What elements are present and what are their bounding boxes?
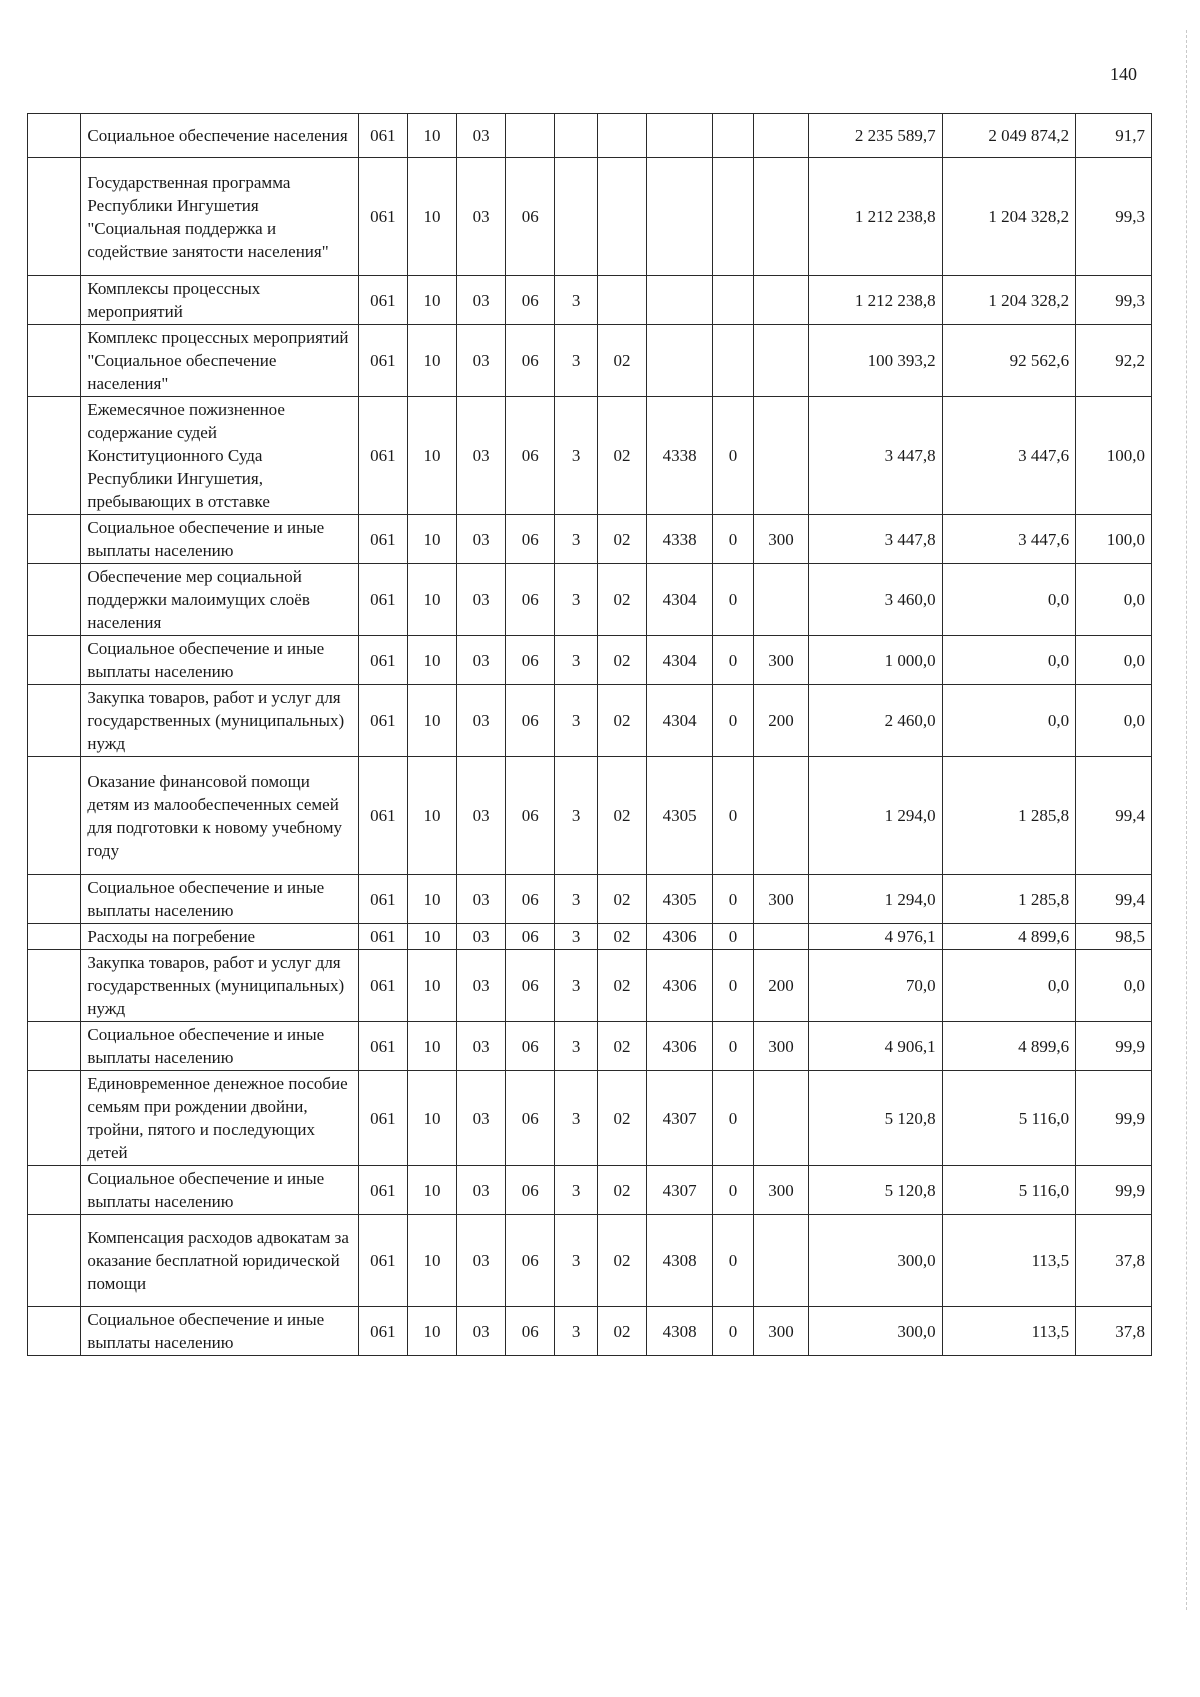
row-code-cell: 02 xyxy=(597,1166,646,1215)
row-code-cell: 0 xyxy=(713,950,754,1022)
row-code-cell: 10 xyxy=(407,950,456,1022)
row-code-cell: 06 xyxy=(506,1071,555,1166)
row-code-cell: 10 xyxy=(407,1307,456,1356)
row-blank-cell xyxy=(28,924,81,950)
row-code-cell xyxy=(753,924,809,950)
row-plan-cell: 2 235 589,7 xyxy=(809,114,942,158)
row-name-cell: Расходы на погребение xyxy=(81,924,359,950)
row-code-cell: 300 xyxy=(753,515,809,564)
row-code-cell: 4307 xyxy=(647,1166,713,1215)
row-plan-cell: 2 460,0 xyxy=(809,685,942,757)
row-name-cell: Социальное обеспечение населения xyxy=(81,114,359,158)
table-row xyxy=(28,685,1152,757)
row-fact-cell: 1 285,8 xyxy=(942,875,1075,924)
row-code-cell: 0 xyxy=(713,1307,754,1356)
row-code-cell: 02 xyxy=(597,1071,646,1166)
row-code-cell: 03 xyxy=(457,397,506,515)
row-code-cell: 0 xyxy=(713,1022,754,1071)
row-code-cell: 0 xyxy=(713,685,754,757)
row-code-cell: 3 xyxy=(555,1215,598,1307)
row-blank-cell xyxy=(28,1022,81,1071)
row-code-cell: 0 xyxy=(713,397,754,515)
table-row xyxy=(28,158,1152,276)
row-code-cell: 061 xyxy=(358,1071,407,1166)
row-blank-cell xyxy=(28,1166,81,1215)
row-name-cell: Единовременное денежное пособие семьям при рождении двойни, тройни, пятого и последующих детей xyxy=(81,1071,359,1166)
table-row xyxy=(28,1166,1152,1215)
row-plan-cell: 1 212 238,8 xyxy=(809,276,942,325)
row-fact-cell: 92 562,6 xyxy=(942,325,1075,397)
row-code-cell: 03 xyxy=(457,924,506,950)
row-code-cell: 03 xyxy=(457,276,506,325)
row-plan-cell: 3 447,8 xyxy=(809,515,942,564)
row-code-cell: 061 xyxy=(358,276,407,325)
row-code-cell: 06 xyxy=(506,564,555,636)
row-plan-cell: 1 212 238,8 xyxy=(809,158,942,276)
row-code-cell: 10 xyxy=(407,1022,456,1071)
row-code-cell xyxy=(753,397,809,515)
row-blank-cell xyxy=(28,276,81,325)
row-plan-cell: 5 120,8 xyxy=(809,1071,942,1166)
row-name-cell: Государственная программа Республики Ингушетия "Социальная поддержка и содействие занятости населения" xyxy=(81,158,359,276)
row-fact-cell: 3 447,6 xyxy=(942,397,1075,515)
row-percent-cell: 99,9 xyxy=(1076,1022,1152,1071)
row-code-cell: 0 xyxy=(713,564,754,636)
row-code-cell xyxy=(555,158,598,276)
scan-edge-line xyxy=(1186,30,1187,1610)
row-blank-cell xyxy=(28,564,81,636)
row-code-cell: 06 xyxy=(506,1307,555,1356)
row-code-cell: 06 xyxy=(506,325,555,397)
row-code-cell: 06 xyxy=(506,158,555,276)
table-row xyxy=(28,564,1152,636)
row-percent-cell: 100,0 xyxy=(1076,397,1152,515)
row-fact-cell: 113,5 xyxy=(942,1307,1075,1356)
row-fact-cell: 1 285,8 xyxy=(942,757,1075,875)
table-row xyxy=(28,1071,1152,1166)
row-code-cell: 06 xyxy=(506,1215,555,1307)
row-code-cell: 300 xyxy=(753,1022,809,1071)
row-code-cell: 06 xyxy=(506,875,555,924)
row-code-cell: 3 xyxy=(555,515,598,564)
row-fact-cell: 0,0 xyxy=(942,636,1075,685)
row-name-cell: Социальное обеспечение и иные выплаты населению xyxy=(81,1307,359,1356)
row-code-cell: 4304 xyxy=(647,685,713,757)
row-percent-cell: 99,9 xyxy=(1076,1166,1152,1215)
row-code-cell xyxy=(753,276,809,325)
row-percent-cell: 99,4 xyxy=(1076,875,1152,924)
row-code-cell: 3 xyxy=(555,1071,598,1166)
row-code-cell: 061 xyxy=(358,685,407,757)
page-number: 140 xyxy=(1110,64,1137,84)
row-plan-cell: 3 460,0 xyxy=(809,564,942,636)
row-code-cell: 02 xyxy=(597,875,646,924)
row-code-cell: 200 xyxy=(753,950,809,1022)
budget-table xyxy=(27,113,1152,1356)
row-code-cell: 300 xyxy=(753,1166,809,1215)
row-code-cell: 02 xyxy=(597,1022,646,1071)
row-code-cell: 02 xyxy=(597,564,646,636)
row-code-cell: 10 xyxy=(407,564,456,636)
row-percent-cell: 0,0 xyxy=(1076,636,1152,685)
row-code-cell: 10 xyxy=(407,397,456,515)
row-code-cell: 03 xyxy=(457,1307,506,1356)
row-code-cell: 061 xyxy=(358,950,407,1022)
row-code-cell: 03 xyxy=(457,636,506,685)
row-code-cell: 03 xyxy=(457,564,506,636)
row-code-cell: 10 xyxy=(407,325,456,397)
row-code-cell: 06 xyxy=(506,685,555,757)
row-code-cell: 02 xyxy=(597,325,646,397)
row-plan-cell: 300,0 xyxy=(809,1307,942,1356)
row-plan-cell: 300,0 xyxy=(809,1215,942,1307)
row-code-cell: 06 xyxy=(506,950,555,1022)
row-name-cell: Социальное обеспечение и иные выплаты населению xyxy=(81,515,359,564)
row-code-cell xyxy=(713,114,754,158)
row-name-cell: Обеспечение мер социальной поддержки малоимущих слоёв населения xyxy=(81,564,359,636)
row-fact-cell: 3 447,6 xyxy=(942,515,1075,564)
row-code-cell xyxy=(713,158,754,276)
row-code-cell: 10 xyxy=(407,685,456,757)
row-code-cell: 3 xyxy=(555,950,598,1022)
row-code-cell: 4338 xyxy=(647,515,713,564)
row-fact-cell: 2 049 874,2 xyxy=(942,114,1075,158)
row-code-cell xyxy=(647,325,713,397)
row-code-cell: 03 xyxy=(457,950,506,1022)
row-code-cell: 03 xyxy=(457,158,506,276)
row-code-cell: 03 xyxy=(457,685,506,757)
row-code-cell: 3 xyxy=(555,875,598,924)
row-code-cell: 10 xyxy=(407,1215,456,1307)
row-code-cell: 03 xyxy=(457,1215,506,1307)
row-code-cell: 10 xyxy=(407,875,456,924)
row-code-cell: 300 xyxy=(753,875,809,924)
row-blank-cell xyxy=(28,875,81,924)
row-percent-cell: 99,3 xyxy=(1076,276,1152,325)
row-code-cell: 3 xyxy=(555,924,598,950)
row-code-cell: 061 xyxy=(358,1215,407,1307)
row-percent-cell: 92,2 xyxy=(1076,325,1152,397)
row-code-cell: 0 xyxy=(713,875,754,924)
row-code-cell xyxy=(713,325,754,397)
row-code-cell: 0 xyxy=(713,757,754,875)
row-blank-cell xyxy=(28,950,81,1022)
row-code-cell: 02 xyxy=(597,636,646,685)
row-code-cell: 10 xyxy=(407,1071,456,1166)
row-code-cell: 02 xyxy=(597,924,646,950)
row-code-cell: 061 xyxy=(358,158,407,276)
row-plan-cell: 100 393,2 xyxy=(809,325,942,397)
row-code-cell: 10 xyxy=(407,1166,456,1215)
row-code-cell: 4306 xyxy=(647,950,713,1022)
table-row xyxy=(28,515,1152,564)
row-code-cell: 02 xyxy=(597,685,646,757)
row-code-cell: 02 xyxy=(597,757,646,875)
row-code-cell: 3 xyxy=(555,685,598,757)
row-plan-cell: 4 906,1 xyxy=(809,1022,942,1071)
row-percent-cell: 37,8 xyxy=(1076,1215,1152,1307)
row-code-cell: 4305 xyxy=(647,875,713,924)
row-code-cell: 06 xyxy=(506,1166,555,1215)
row-fact-cell: 0,0 xyxy=(942,564,1075,636)
row-blank-cell xyxy=(28,114,81,158)
row-code-cell xyxy=(597,158,646,276)
row-plan-cell: 1 294,0 xyxy=(809,757,942,875)
row-percent-cell: 99,9 xyxy=(1076,1071,1152,1166)
row-name-cell: Закупка товаров, работ и услуг для государственных (муниципальных) нужд xyxy=(81,685,359,757)
table-row xyxy=(28,397,1152,515)
row-code-cell xyxy=(647,276,713,325)
row-code-cell: 0 xyxy=(713,924,754,950)
row-code-cell: 061 xyxy=(358,564,407,636)
row-fact-cell: 4 899,6 xyxy=(942,1022,1075,1071)
table-row xyxy=(28,875,1152,924)
table-row xyxy=(28,276,1152,325)
row-plan-cell: 1 000,0 xyxy=(809,636,942,685)
row-code-cell xyxy=(597,276,646,325)
row-code-cell: 300 xyxy=(753,1307,809,1356)
row-fact-cell: 5 116,0 xyxy=(942,1166,1075,1215)
row-blank-cell xyxy=(28,397,81,515)
row-code-cell: 03 xyxy=(457,515,506,564)
row-code-cell: 10 xyxy=(407,276,456,325)
row-code-cell: 061 xyxy=(358,114,407,158)
row-name-cell: Оказание финансовой помощи детям из малообеспеченных семей для подготовки к новому учебному году xyxy=(81,757,359,875)
table-row xyxy=(28,1022,1152,1071)
row-fact-cell: 1 204 328,2 xyxy=(942,158,1075,276)
row-blank-cell xyxy=(28,158,81,276)
row-code-cell: 4304 xyxy=(647,636,713,685)
row-name-cell: Комплекс процессных мероприятий "Социальное обеспечение населения" xyxy=(81,325,359,397)
row-percent-cell: 0,0 xyxy=(1076,564,1152,636)
row-code-cell: 10 xyxy=(407,924,456,950)
row-code-cell: 4338 xyxy=(647,397,713,515)
row-code-cell: 3 xyxy=(555,636,598,685)
row-code-cell: 06 xyxy=(506,515,555,564)
row-percent-cell: 99,3 xyxy=(1076,158,1152,276)
row-code-cell: 06 xyxy=(506,924,555,950)
row-code-cell: 03 xyxy=(457,1166,506,1215)
row-plan-cell: 1 294,0 xyxy=(809,875,942,924)
row-code-cell: 03 xyxy=(457,1071,506,1166)
row-code-cell: 061 xyxy=(358,757,407,875)
row-code-cell: 061 xyxy=(358,924,407,950)
row-code-cell: 3 xyxy=(555,1307,598,1356)
row-blank-cell xyxy=(28,757,81,875)
row-code-cell: 4304 xyxy=(647,564,713,636)
row-code-cell xyxy=(555,114,598,158)
row-code-cell: 061 xyxy=(358,397,407,515)
table-row xyxy=(28,924,1152,950)
row-code-cell: 061 xyxy=(358,875,407,924)
row-plan-cell: 4 976,1 xyxy=(809,924,942,950)
row-code-cell: 06 xyxy=(506,397,555,515)
row-code-cell xyxy=(713,276,754,325)
row-code-cell: 061 xyxy=(358,325,407,397)
row-code-cell: 06 xyxy=(506,757,555,875)
row-code-cell xyxy=(506,114,555,158)
table-row xyxy=(28,950,1152,1022)
row-blank-cell xyxy=(28,1215,81,1307)
row-fact-cell: 0,0 xyxy=(942,950,1075,1022)
row-code-cell: 03 xyxy=(457,325,506,397)
row-code-cell: 3 xyxy=(555,1022,598,1071)
row-code-cell: 02 xyxy=(597,950,646,1022)
row-code-cell: 300 xyxy=(753,636,809,685)
row-code-cell: 4307 xyxy=(647,1071,713,1166)
table-row xyxy=(28,114,1152,158)
row-name-cell: Социальное обеспечение и иные выплаты населению xyxy=(81,875,359,924)
row-fact-cell: 113,5 xyxy=(942,1215,1075,1307)
row-code-cell xyxy=(753,1215,809,1307)
row-code-cell xyxy=(753,564,809,636)
row-code-cell xyxy=(753,158,809,276)
row-code-cell: 061 xyxy=(358,1022,407,1071)
row-code-cell: 10 xyxy=(407,114,456,158)
row-code-cell: 03 xyxy=(457,757,506,875)
row-blank-cell xyxy=(28,636,81,685)
row-name-cell: Ежемесячное пожизненное содержание судей Конституционного Суда Республики Ингушетия, пребывающих в отставке xyxy=(81,397,359,515)
row-blank-cell xyxy=(28,515,81,564)
table-body xyxy=(28,114,1152,1356)
row-code-cell: 3 xyxy=(555,276,598,325)
row-name-cell: Комплексы процессных мероприятий xyxy=(81,276,359,325)
row-percent-cell: 0,0 xyxy=(1076,685,1152,757)
row-blank-cell xyxy=(28,1307,81,1356)
row-fact-cell: 0,0 xyxy=(942,685,1075,757)
row-code-cell: 061 xyxy=(358,515,407,564)
row-code-cell: 02 xyxy=(597,1307,646,1356)
row-code-cell: 10 xyxy=(407,636,456,685)
row-percent-cell: 37,8 xyxy=(1076,1307,1152,1356)
row-code-cell: 4306 xyxy=(647,1022,713,1071)
row-code-cell: 02 xyxy=(597,397,646,515)
row-code-cell: 10 xyxy=(407,515,456,564)
row-code-cell: 4306 xyxy=(647,924,713,950)
row-code-cell: 06 xyxy=(506,276,555,325)
row-plan-cell: 70,0 xyxy=(809,950,942,1022)
row-code-cell: 0 xyxy=(713,1166,754,1215)
row-percent-cell: 99,4 xyxy=(1076,757,1152,875)
row-name-cell: Социальное обеспечение и иные выплаты населению xyxy=(81,1166,359,1215)
row-fact-cell: 4 899,6 xyxy=(942,924,1075,950)
row-blank-cell xyxy=(28,1071,81,1166)
row-code-cell: 3 xyxy=(555,325,598,397)
row-code-cell: 02 xyxy=(597,1215,646,1307)
row-percent-cell: 100,0 xyxy=(1076,515,1152,564)
row-blank-cell xyxy=(28,325,81,397)
row-percent-cell: 0,0 xyxy=(1076,950,1152,1022)
row-code-cell xyxy=(597,114,646,158)
row-code-cell xyxy=(647,114,713,158)
row-code-cell xyxy=(753,114,809,158)
row-code-cell: 061 xyxy=(358,1166,407,1215)
row-blank-cell xyxy=(28,685,81,757)
row-code-cell xyxy=(753,757,809,875)
row-code-cell: 03 xyxy=(457,1022,506,1071)
row-code-cell xyxy=(753,1071,809,1166)
row-code-cell: 4308 xyxy=(647,1215,713,1307)
row-code-cell: 4305 xyxy=(647,757,713,875)
table-row xyxy=(28,757,1152,875)
table-row xyxy=(28,636,1152,685)
row-code-cell: 3 xyxy=(555,1166,598,1215)
row-code-cell: 061 xyxy=(358,1307,407,1356)
row-code-cell: 0 xyxy=(713,1215,754,1307)
row-percent-cell: 98,5 xyxy=(1076,924,1152,950)
row-code-cell: 0 xyxy=(713,1071,754,1166)
row-code-cell: 4308 xyxy=(647,1307,713,1356)
row-code-cell: 10 xyxy=(407,757,456,875)
row-code-cell: 061 xyxy=(358,636,407,685)
row-code-cell: 3 xyxy=(555,564,598,636)
row-code-cell: 0 xyxy=(713,636,754,685)
row-fact-cell: 5 116,0 xyxy=(942,1071,1075,1166)
row-name-cell: Закупка товаров, работ и услуг для государственных (муниципальных) нужд xyxy=(81,950,359,1022)
row-code-cell: 3 xyxy=(555,757,598,875)
row-code-cell: 0 xyxy=(713,515,754,564)
table-row xyxy=(28,1307,1152,1356)
row-name-cell: Компенсация расходов адвокатам за оказание бесплатной юридической помощи xyxy=(81,1215,359,1307)
row-code-cell: 06 xyxy=(506,636,555,685)
row-code-cell: 3 xyxy=(555,397,598,515)
row-code-cell: 02 xyxy=(597,515,646,564)
row-code-cell: 06 xyxy=(506,1022,555,1071)
row-code-cell xyxy=(753,325,809,397)
row-code-cell: 03 xyxy=(457,114,506,158)
table-row xyxy=(28,325,1152,397)
row-plan-cell: 5 120,8 xyxy=(809,1166,942,1215)
row-name-cell: Социальное обеспечение и иные выплаты населению xyxy=(81,636,359,685)
row-fact-cell: 1 204 328,2 xyxy=(942,276,1075,325)
row-code-cell: 03 xyxy=(457,875,506,924)
row-name-cell: Социальное обеспечение и иные выплаты населению xyxy=(81,1022,359,1071)
table-row xyxy=(28,1215,1152,1307)
row-percent-cell: 91,7 xyxy=(1076,114,1152,158)
row-plan-cell: 3 447,8 xyxy=(809,397,942,515)
row-code-cell: 10 xyxy=(407,158,456,276)
row-code-cell: 200 xyxy=(753,685,809,757)
row-code-cell xyxy=(647,158,713,276)
